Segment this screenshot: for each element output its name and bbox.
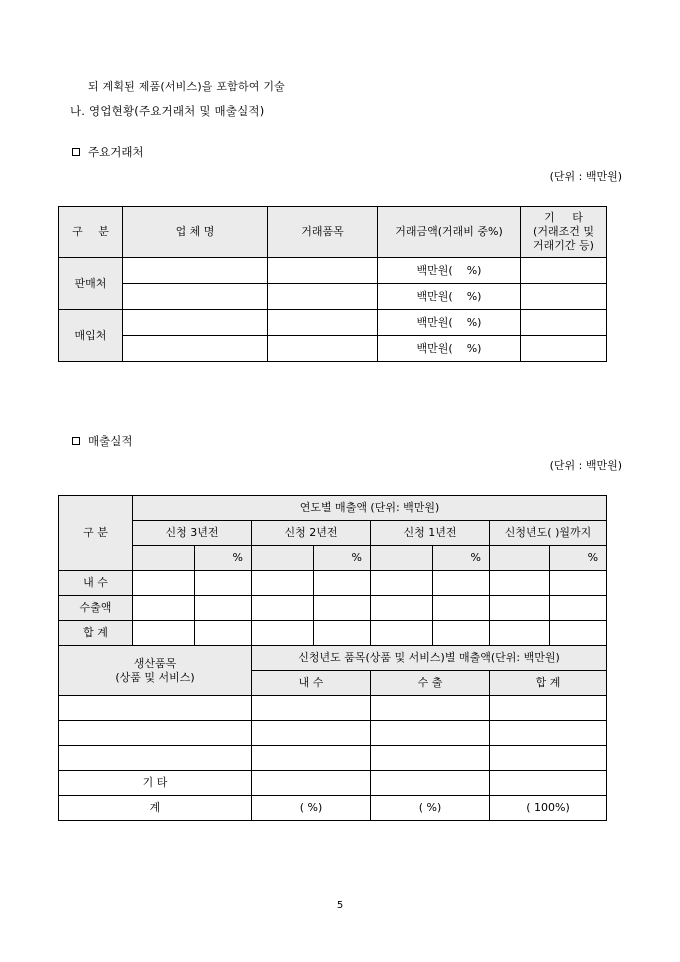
header-production-items-line-1: 생산품목 [133,656,177,670]
header-domestic: 내 수 [252,671,371,696]
table-row [59,310,607,336]
table-row [59,746,607,771]
section-heading-customers [72,144,144,160]
header-blank-1 [133,546,195,571]
header-pct-4: % [550,546,607,571]
header-amount: 거래금액(거래비 중%) [378,207,521,258]
header-gubun: 구 분 [59,207,123,258]
cell-etc[interactable] [521,284,607,310]
cell-value[interactable] [550,596,607,621]
cell-value[interactable] [314,596,371,621]
row-label-buyer: 매입처 [59,310,123,362]
header-year-2-before: 신청 2년전 [252,521,371,546]
section-heading-sales [72,433,132,449]
cell-etc[interactable] [521,336,607,362]
cell-amount[interactable]: 백만원( %) [378,310,521,336]
header-sum: 합 계 [490,671,607,696]
header-year-current: 신청년도( )월까지 [490,521,607,546]
cell-sum[interactable] [490,746,607,771]
cell-value[interactable] [490,596,550,621]
cell-value[interactable] [133,621,195,646]
table-row [59,796,607,821]
cell-value[interactable] [133,596,195,621]
cell-product-name[interactable] [59,696,252,721]
row-label-seller: 판매처 [59,258,123,310]
header-pct-3: % [433,546,490,571]
header-etc-line-1: 기 타 [544,211,583,225]
cell-value[interactable] [252,571,314,596]
cell-value[interactable] [490,571,550,596]
cell-export[interactable] [371,721,490,746]
intro-text-line-1: 되 계획된 제품(서비스)을 포함하여 기술 [88,80,285,93]
table-row [59,696,607,721]
cell-sum-total[interactable]: ( 100%) [490,796,607,821]
cell-product-name[interactable] [59,746,252,771]
table-row-header [59,496,607,521]
table-row [59,336,607,362]
cell-value[interactable] [252,621,314,646]
cell-sum[interactable] [490,771,607,796]
cell-value[interactable] [550,621,607,646]
table-major-customers [58,206,607,362]
header-pct-1: % [195,546,252,571]
cell-value[interactable] [314,571,371,596]
header-yearly-sales-title: 연도별 매출액 (단위: 백만원) [133,496,607,521]
cell-value[interactable] [314,621,371,646]
table-row [59,596,607,621]
cell-amount[interactable]: 백만원( %) [378,258,521,284]
cell-product-name[interactable] [59,721,252,746]
header-production-items [59,646,252,696]
row-label-grand-total: 계 [59,796,252,821]
header-year-1-before: 신청 1년전 [371,521,490,546]
table-row-header [59,207,607,258]
header-company: 업 체 명 [123,207,268,258]
cell-item[interactable] [268,284,378,310]
cell-etc[interactable] [521,258,607,284]
cell-value[interactable] [490,621,550,646]
cell-value[interactable] [195,596,252,621]
cell-amount[interactable]: 백만원( %) [378,336,521,362]
cell-export[interactable] [371,771,490,796]
header-blank-2 [252,546,314,571]
header-item: 거래품목 [268,207,378,258]
row-label-export: 수출액 [59,596,133,621]
header-export: 수 출 [371,671,490,696]
cell-export[interactable] [371,746,490,771]
header-year-3-before: 신청 3년전 [133,521,252,546]
cell-value[interactable] [433,621,490,646]
cell-value[interactable] [133,571,195,596]
page-number: 5 [336,900,344,911]
table-row [59,621,607,646]
cell-value[interactable] [550,571,607,596]
cell-export[interactable] [371,696,490,721]
cell-company[interactable] [123,336,268,362]
cell-company[interactable] [123,310,268,336]
cell-company[interactable] [123,258,268,284]
cell-value[interactable] [252,596,314,621]
table-sales-performance [58,495,607,821]
header-etc [521,207,607,258]
checkbox-icon [72,437,80,445]
table-row [59,771,607,796]
row-label-domestic: 내 수 [59,571,133,596]
cell-sum[interactable] [490,696,607,721]
unit-note-customers: (단위 : 백만원) [549,170,622,183]
cell-domestic[interactable] [252,696,371,721]
table-row [59,258,607,284]
cell-item[interactable] [268,310,378,336]
row-label-etc: 기 타 [59,771,252,796]
cell-item[interactable] [268,258,378,284]
table-row-header [59,646,607,671]
header-pct-2: % [314,546,371,571]
cell-domestic[interactable] [252,771,371,796]
section-heading-sales-label: 매출실적 [88,434,133,448]
checkbox-icon [72,148,80,156]
cell-domestic[interactable] [252,746,371,771]
cell-value[interactable] [371,621,433,646]
header-blank-3 [371,546,433,571]
intro-text-line-2: 나. 영업현황(주요거래처 및 매출실적) [70,104,265,118]
cell-domestic-total[interactable]: ( %) [252,796,371,821]
cell-value[interactable] [433,596,490,621]
header-production-items-line-2: (상품 및 서비스) [115,670,195,684]
row-label-total: 합 계 [59,621,133,646]
header-current-year-sales-title: 신청년도 품목(상품 및 서비스)별 매출액(단위: 백만원) [252,646,607,671]
table-row-header [59,546,607,571]
header-gubun-sales: 구 분 [59,496,133,571]
table-row [59,571,607,596]
header-blank-4 [490,546,550,571]
table-row-header [59,521,607,546]
cell-company[interactable] [123,284,268,310]
cell-item[interactable] [268,336,378,362]
cell-value[interactable] [195,621,252,646]
cell-value[interactable] [195,571,252,596]
table-row [59,284,607,310]
unit-note-sales: (단위 : 백만원) [549,459,622,472]
cell-value[interactable] [433,571,490,596]
cell-value[interactable] [371,571,433,596]
cell-value[interactable] [371,596,433,621]
cell-amount[interactable]: 백만원( %) [378,284,521,310]
table-row [59,721,607,746]
cell-etc[interactable] [521,310,607,336]
header-etc-line-3: 거래기간 등) [533,238,594,252]
cell-export-total[interactable]: ( %) [371,796,490,821]
cell-sum[interactable] [490,721,607,746]
header-etc-line-2: (거래조건 및 [533,225,594,239]
section-heading-customers-label: 주요거래처 [88,145,144,159]
cell-domestic[interactable] [252,721,371,746]
